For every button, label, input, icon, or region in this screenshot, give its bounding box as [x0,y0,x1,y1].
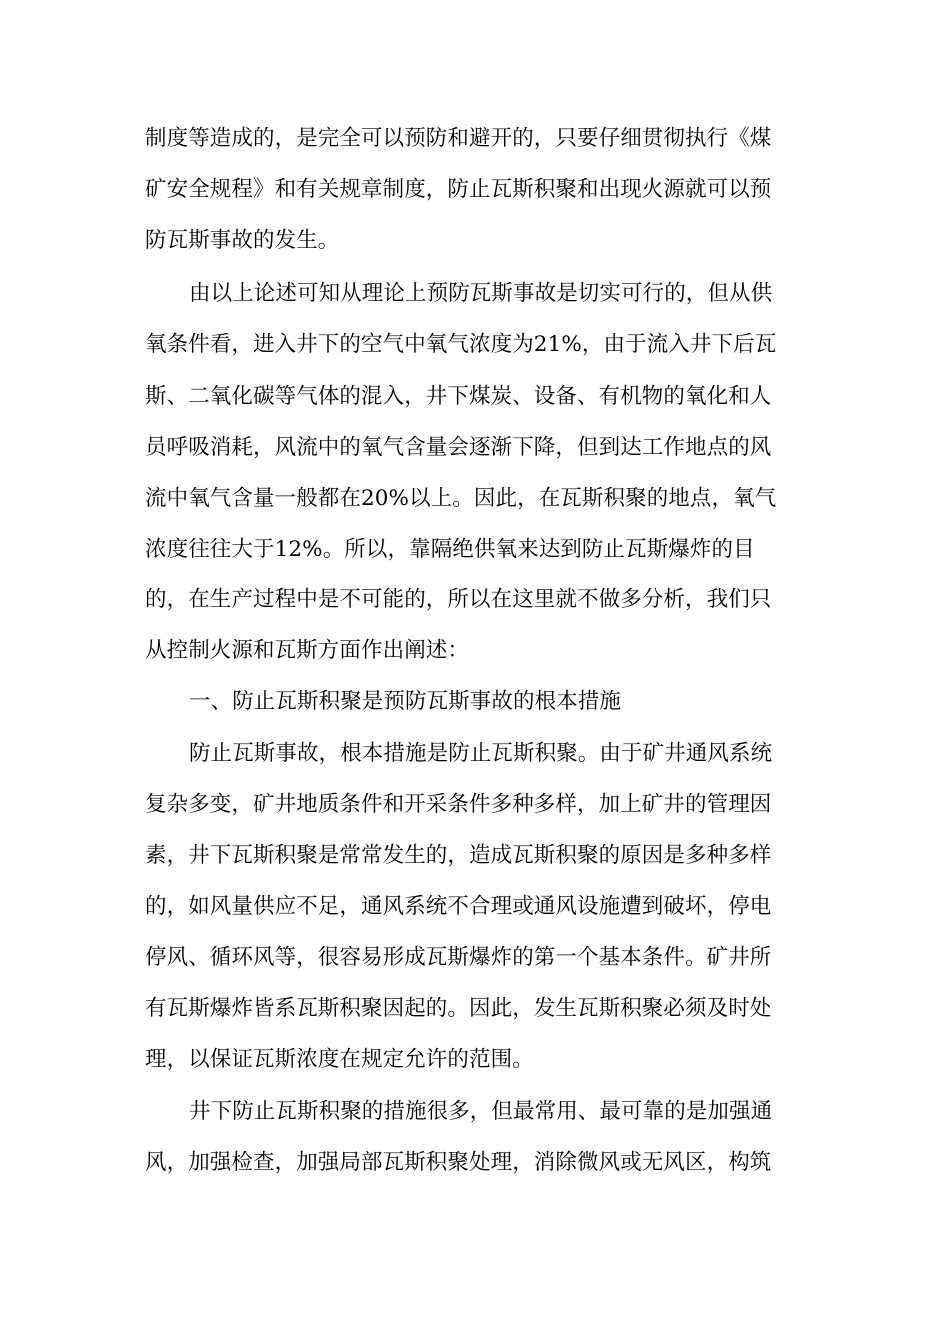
section-heading: 一、防止瓦斯积聚是预防瓦斯事故的根本措施 [189,689,622,714]
text-line-11: 从控制火源和瓦斯方面作出阐述： [145,638,470,663]
text-line-5: 氧条件看，进入井下的空气中氧气浓度为21%，由于流入井下后瓦 [145,332,777,357]
text-line-18: 有瓦斯爆炸皆系瓦斯积聚因起的。因此，发生瓦斯积聚必须及时处 [145,996,772,1021]
text-line-2: 矿安全规程》和有关规章制度，防止瓦斯积聚和出现火源就可以预 [145,177,772,202]
text-line-19: 理，以保证瓦斯浓度在规定允许的范围。 [145,1047,534,1072]
text-line-1: 制度等造成的，是完全可以预防和避开的，只要仔细贯彻执行《煤 [145,126,772,151]
text-line-4: 由以上论述可知从理论上预防瓦斯事故是切实可行的，但从供 [189,281,773,306]
text-line-7: 员呼吸消耗，风流中的氧气含量会逐渐下降，但到达工作地点的风 [145,435,772,460]
text-line-9: 浓度往往大于12%。所以，靠隔绝供氧来达到防止瓦斯爆炸的目 [145,537,755,562]
text-line-21: 风，加强检查，加强局部瓦斯积聚处理，消除微风或无风区，构筑 [145,1150,772,1175]
text-line-10: 的，在生产过程中是不可能的，所以在这里就不做多分析，我们只 [145,587,772,612]
text-line-15: 素，井下瓦斯积聚是常常发生的，造成瓦斯积聚的原因是多种多样 [145,843,772,868]
text-line-13: 防止瓦斯事故，根本措施是防止瓦斯积聚。由于矿井通风系统 [189,741,773,766]
text-line-3: 防瓦斯事故的发生。 [145,228,340,253]
text-line-16: 的，如风量供应不足，通风系统不合理或通风设施遭到破坏，停电 [145,894,772,919]
text-line-6: 斯、二氧化碳等气体的混入，井下煤炭、设备、有机物的氧化和人 [145,384,772,409]
text-line-14: 复杂多变，矿井地质条件和开采条件多种多样，加上矿井的管理因 [145,792,772,817]
text-line-20: 井下防止瓦斯积聚的措施很多，但最常用、最可靠的是加强通 [189,1099,773,1124]
text-line-17: 停风、循环风等，很容易形成瓦斯爆炸的第一个基本条件。矿井所 [145,945,772,970]
text-line-8: 流中氧气含量一般都在20%以上。因此，在瓦斯积聚的地点，氧气 [145,486,777,511]
